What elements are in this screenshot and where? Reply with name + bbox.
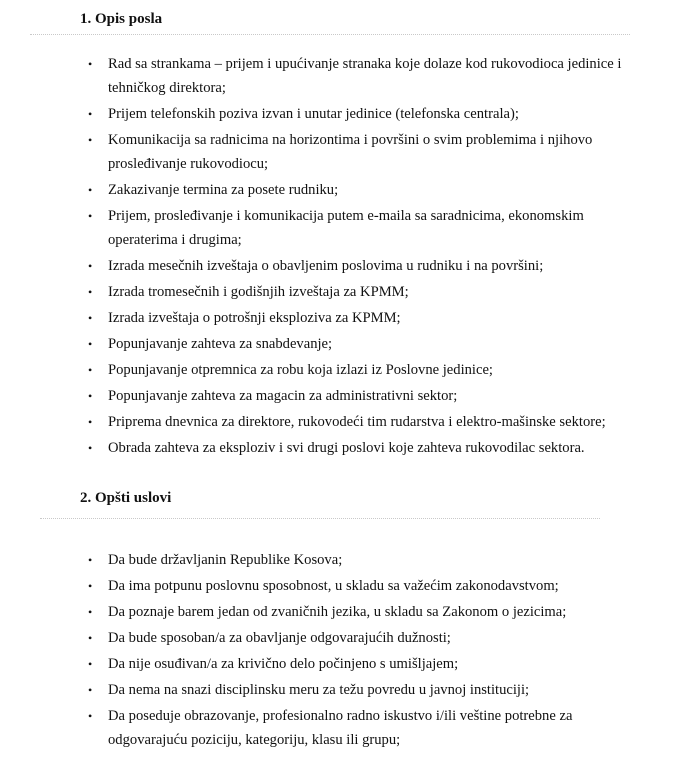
list-item-text: Komunikacija sa radnicima na horizontima i površini o svim problemima i njihovo prosleđivanje rukovodiocu; [108,132,593,172]
list-item-text: Da nije osuđivan/a za krivično delo počinjeno s umišljajem; [108,656,459,672]
bullet-icon: • [88,363,93,377]
list-item [0,626,628,650]
list-item [0,254,628,278]
bullet-icon: • [88,285,93,299]
list-item [0,574,628,598]
list-item-text: Popunjavanje otpremnica za robu koja izlazi iz Poslovne jedinice; [108,362,493,378]
bullet-icon: • [88,133,93,147]
list-item [0,384,628,408]
list-item [0,410,628,434]
list-item [0,102,628,126]
bullet-icon: • [88,441,93,455]
list-item [0,600,628,624]
list-item-text: Izrada mesečnih izveštaja o obavljenim poslovima u rudniku i na površini; [108,258,544,274]
scan-artifact-line [30,34,630,35]
section-heading-opsti-uslovi: 2. Opšti uslovi [80,490,172,506]
bullet-icon: • [88,337,93,351]
list-item-text: Izrada izveštaja o potrošnji eksploziva za KPMM; [108,310,401,326]
bullet-icon: • [88,709,93,723]
bullet-icon: • [88,107,93,121]
list-item-text: Popunjavanje zahteva za magacin za administrativni sektor; [108,388,458,404]
bullet-icon: • [88,311,93,325]
list-item [0,52,628,100]
list-item-text: Izrada tromesečnih i godišnjih izveštaja za KPMM; [108,284,409,300]
list-item [0,678,628,702]
list-item [0,306,628,330]
bullet-icon: • [88,657,93,671]
job-description-list [0,52,628,462]
general-conditions-list [0,548,628,754]
list-item-text: Priprema dnevnica za direktore, rukovodeći tim rudarstva i elektro-mašinske sektore; [108,414,606,430]
list-item [0,436,628,460]
list-item [0,178,628,202]
bullet-icon: • [88,631,93,645]
list-item [0,704,628,752]
bullet-icon: • [88,553,93,567]
list-item [0,128,628,176]
section-heading-opis-posla: 1. Opis posla [80,11,163,27]
list-item [0,358,628,382]
bullet-icon: • [88,579,93,593]
bullet-icon: • [88,183,93,197]
bullet-icon: • [88,259,93,273]
list-item-text: Da nema na snazi disciplinsku meru za težu povredu u javnoj instituciji; [108,682,530,698]
list-item-text: Rad sa strankama – prijem i upućivanje stranaka koje dolaze kod rukovodioca jedinice i tehničkog direktora; [108,56,622,96]
list-item [0,280,628,304]
list-item [0,548,628,572]
list-item-text: Obrada zahteva za eksploziv i svi drugi poslovi koje zahteva rukovodilac sektora. [108,440,585,456]
list-item [0,204,628,252]
list-item-text: Prijem telefonskih poziva izvan i unutar jedinice (telefonska centrala); [108,106,519,122]
scan-artifact-line [40,518,600,519]
list-item [0,652,628,676]
bullet-icon: • [88,605,93,619]
bullet-icon: • [88,415,93,429]
bullet-icon: • [88,209,93,223]
list-item-text: Da bude državljanin Republike Kosova; [108,552,343,568]
list-item-text: Da poseduje obrazovanje, profesionalno radno iskustvo i/ili veštine potrebne za odgovarajuću poziciju, kategoriju, klasu ili grupu; [108,708,573,748]
list-item-text: Zakazivanje termina za posete rudniku; [108,182,339,198]
list-item-text: Da ima potpunu poslovnu sposobnost, u skladu sa važećim zakonodavstvom; [108,578,559,594]
bullet-icon: • [88,57,93,71]
list-item-text: Da poznaje barem jedan od zvaničnih jezika, u skladu sa Zakonom o jezicima; [108,604,567,620]
list-item-text: Da bude sposoban/a za obavljanje odgovarajućih dužnosti; [108,630,451,646]
list-item [0,332,628,356]
list-item-text: Prijem, prosleđivanje i komunikacija putem e-maila sa saradnicima, ekonomskim operaterima i drugima; [108,208,584,248]
list-item-text: Popunjavanje zahteva za snabdevanje; [108,336,333,352]
bullet-icon: • [88,389,93,403]
bullet-icon: • [88,683,93,697]
